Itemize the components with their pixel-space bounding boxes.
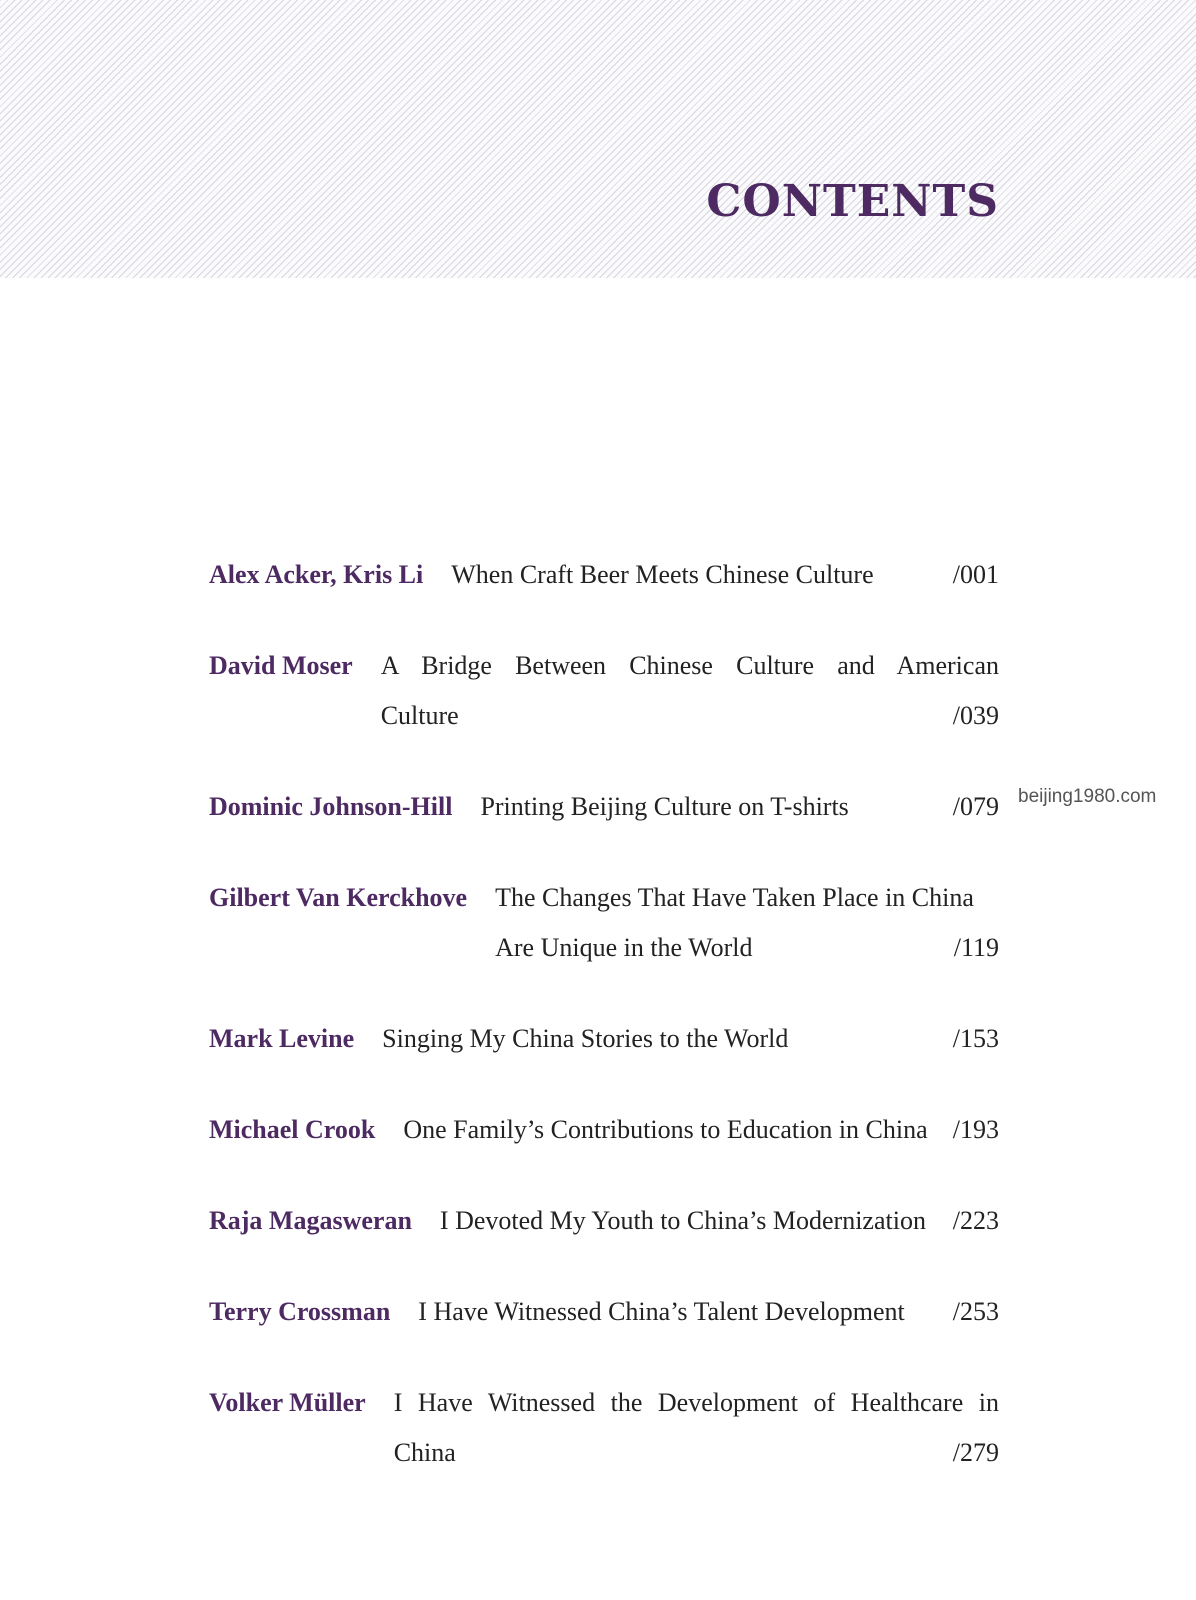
toc-entry[interactable] — [209, 1196, 999, 1246]
toc-title: I Have Witnessed the Development of Healthcare in — [393, 1388, 999, 1417]
toc-title: Printing Beijing Culture on T-shirts — [480, 792, 849, 821]
toc-title-continued: Are Unique in the World — [495, 933, 753, 962]
page-title: CONTENTS — [706, 176, 999, 227]
toc-entry[interactable] — [209, 1287, 999, 1337]
toc-entry[interactable] — [209, 641, 999, 741]
toc-author: Raja Magasweran — [209, 1206, 412, 1235]
toc-author: Alex Acker, Kris Li — [209, 560, 424, 589]
toc-page-number: /039 — [952, 701, 999, 730]
toc-page-number: /223 — [952, 1206, 999, 1235]
toc-author: Volker Müller — [209, 1388, 366, 1417]
toc-author: Mark Levine — [209, 1024, 355, 1053]
toc-page-number: /193 — [952, 1115, 999, 1144]
toc-author: Michael Crook — [209, 1115, 376, 1144]
toc-page-number: /279 — [952, 1438, 999, 1467]
toc-page-number: /001 — [952, 560, 999, 589]
toc-title: When Craft Beer Meets Chinese Culture — [451, 560, 874, 589]
toc-page-number: /153 — [952, 1024, 999, 1053]
toc-title: I Devoted My Youth to China’s Modernization — [439, 1206, 926, 1235]
toc-page-number: /119 — [953, 933, 999, 962]
watermark-text: beijing1980.com — [1018, 786, 1157, 807]
toc-entry[interactable] — [209, 873, 999, 973]
toc-page-number: /253 — [952, 1297, 999, 1326]
toc-title: I Have Witnessed China’s Talent Development — [418, 1297, 905, 1326]
toc-page-number: /079 — [952, 792, 999, 821]
toc-author: Dominic Johnson-Hill — [209, 792, 453, 821]
toc-title: One Family’s Contributions to Education in China — [403, 1115, 928, 1144]
table-of-contents — [209, 550, 999, 1519]
toc-author: Gilbert Van Kerckhove — [209, 883, 468, 912]
header-pattern-band — [0, 0, 1196, 278]
toc-title-continued: Culture — [380, 701, 459, 730]
toc-title-continued: China — [393, 1438, 456, 1467]
toc-entry[interactable] — [209, 1378, 999, 1478]
toc-entry[interactable] — [209, 1014, 999, 1064]
toc-author: David Moser — [209, 651, 353, 680]
toc-title: A Bridge Between Chinese Culture and American — [380, 651, 999, 680]
toc-title: Singing My China Stories to the World — [382, 1024, 789, 1053]
toc-title: The Changes That Have Taken Place in China — [495, 883, 974, 912]
toc-author: Terry Crossman — [209, 1297, 391, 1326]
toc-entry[interactable] — [209, 550, 999, 600]
toc-entry[interactable] — [209, 782, 999, 832]
toc-entry[interactable] — [209, 1105, 999, 1155]
